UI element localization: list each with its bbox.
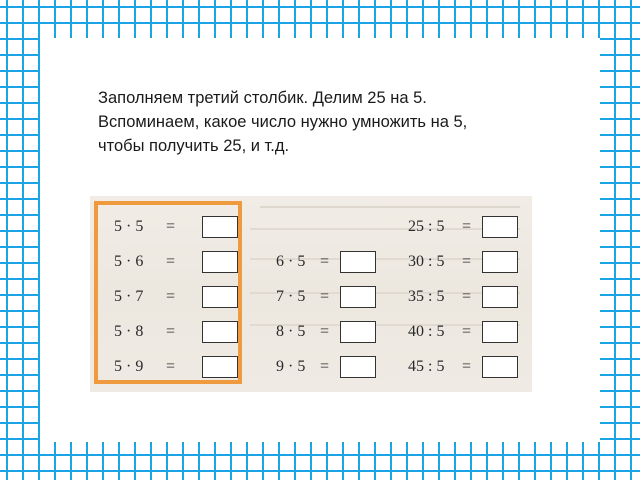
answer-box[interactable]: [202, 216, 238, 238]
equals-sign: =: [166, 323, 176, 340]
expression: 9 · 5: [276, 358, 306, 375]
expression: 8 · 5: [276, 323, 306, 340]
answer-box[interactable]: [482, 251, 518, 273]
table-row: [90, 214, 532, 240]
equals-sign: =: [462, 358, 472, 375]
answer-box[interactable]: [202, 321, 238, 343]
expression: 5 · 7: [114, 288, 144, 305]
textbook-excerpt: [90, 196, 532, 392]
answer-box[interactable]: [482, 216, 518, 238]
answer-box[interactable]: [340, 251, 376, 273]
expression: 35 : 5: [408, 288, 445, 305]
answer-box[interactable]: [202, 251, 238, 273]
equals-sign: =: [462, 253, 472, 270]
expression: 45 : 5: [408, 358, 445, 375]
expression: 6 · 5: [276, 253, 306, 270]
equals-sign: =: [462, 288, 472, 305]
answer-box[interactable]: [482, 286, 518, 308]
answer-box[interactable]: [340, 356, 376, 378]
equals-sign: =: [166, 288, 176, 305]
answer-box[interactable]: [482, 356, 518, 378]
expression: 5 · 8: [114, 323, 144, 340]
table-row: [90, 319, 532, 345]
instruction-line-2: Вспоминаем, какое число нужно умножить на 5,: [98, 113, 468, 131]
equals-sign: =: [320, 288, 330, 305]
table-row: [90, 284, 532, 310]
expression: 25 : 5: [408, 218, 445, 235]
answer-box[interactable]: [202, 356, 238, 378]
equals-sign: =: [462, 323, 472, 340]
table-row: [90, 249, 532, 275]
instruction-text: [98, 86, 568, 158]
instruction-line-3: чтобы получить 25, и т.д.: [98, 137, 290, 155]
expression: 30 : 5: [408, 253, 445, 270]
equals-sign: =: [166, 358, 176, 375]
equals-sign: =: [166, 218, 176, 235]
expression: 5 · 5: [114, 218, 144, 235]
equals-sign: =: [166, 253, 176, 270]
equals-sign: =: [320, 253, 330, 270]
answer-box[interactable]: [202, 286, 238, 308]
expression: 40 : 5: [408, 323, 445, 340]
answer-box[interactable]: [340, 321, 376, 343]
equals-sign: =: [320, 323, 330, 340]
answer-box[interactable]: [482, 321, 518, 343]
equals-sign: =: [462, 218, 472, 235]
instruction-line-1: Заполняем третий столбик. Делим 25 на 5.: [98, 89, 427, 107]
answer-box[interactable]: [340, 286, 376, 308]
equals-sign: =: [320, 358, 330, 375]
expression: 7 · 5: [276, 288, 306, 305]
table-row: [90, 354, 532, 380]
expression: 5 · 9: [114, 358, 144, 375]
expression: 5 · 6: [114, 253, 144, 270]
